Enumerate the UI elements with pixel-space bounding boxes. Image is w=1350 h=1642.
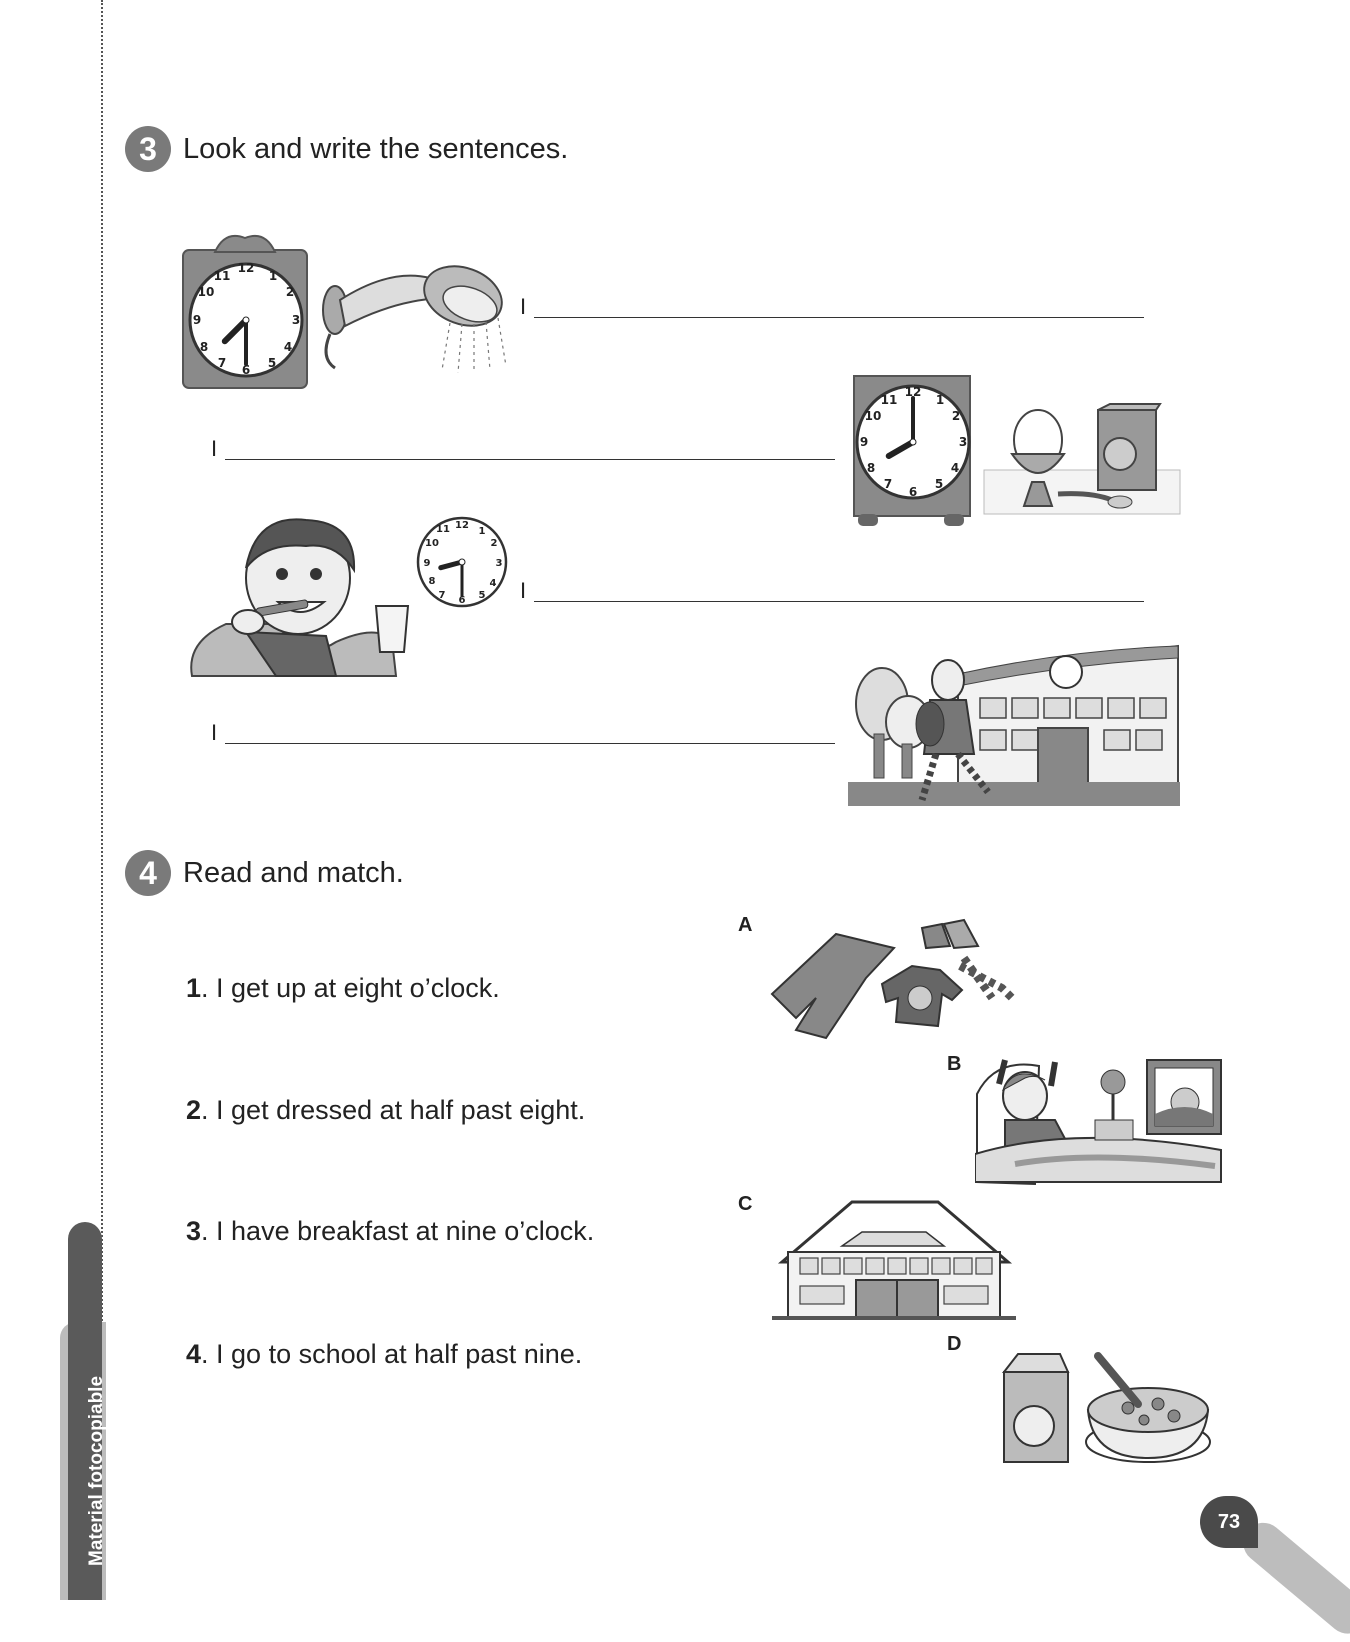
answer-prefix: I bbox=[520, 294, 527, 319]
clock-and-shower-picture bbox=[180, 228, 520, 393]
exercise-title: Read and match. bbox=[183, 856, 404, 889]
answer-prefix: I bbox=[211, 720, 218, 745]
svg-text:1: 1 bbox=[478, 526, 486, 537]
svg-text:8: 8 bbox=[428, 576, 436, 587]
svg-text:12: 12 bbox=[455, 520, 469, 531]
svg-text:10: 10 bbox=[197, 285, 215, 299]
boy-in-bed-picture[interactable] bbox=[975, 1054, 1227, 1186]
answer-line-4[interactable] bbox=[211, 722, 835, 744]
picture-letter-b: B bbox=[947, 1053, 962, 1075]
svg-text:2: 2 bbox=[285, 285, 295, 299]
svg-text:5: 5 bbox=[478, 590, 486, 601]
svg-text:4: 4 bbox=[283, 340, 293, 354]
svg-text:3: 3 bbox=[958, 435, 968, 449]
svg-text:2: 2 bbox=[490, 538, 498, 549]
svg-text:5: 5 bbox=[934, 477, 944, 491]
svg-text:6: 6 bbox=[241, 363, 251, 377]
page-number: 73 bbox=[1200, 1496, 1258, 1548]
answer-line-1[interactable] bbox=[520, 296, 1144, 318]
picture-letter-a: A bbox=[738, 914, 753, 936]
svg-text:5: 5 bbox=[267, 356, 277, 370]
girl-going-to-school-picture bbox=[848, 644, 1180, 812]
svg-text:1: 1 bbox=[268, 269, 278, 283]
exercise-4-header bbox=[125, 850, 404, 896]
svg-text:3: 3 bbox=[291, 313, 301, 327]
svg-text:11: 11 bbox=[436, 524, 450, 535]
svg-text:10: 10 bbox=[425, 538, 439, 549]
clock-center bbox=[459, 559, 465, 565]
clock-center bbox=[910, 439, 916, 445]
svg-text:6: 6 bbox=[458, 595, 466, 606]
svg-text:12: 12 bbox=[237, 261, 255, 275]
svg-text:8: 8 bbox=[199, 340, 209, 354]
svg-text:1: 1 bbox=[935, 393, 945, 407]
svg-text:8: 8 bbox=[866, 461, 876, 475]
cereal-and-juice-picture[interactable] bbox=[998, 1346, 1214, 1466]
clock-center bbox=[243, 317, 249, 323]
clock-and-breakfast-picture bbox=[852, 374, 1182, 532]
svg-text:6: 6 bbox=[908, 485, 918, 499]
exercise-title: Look and write the sentences. bbox=[183, 132, 569, 165]
svg-text:2: 2 bbox=[951, 409, 961, 423]
answer-line-2[interactable] bbox=[211, 438, 835, 460]
svg-text:10: 10 bbox=[864, 409, 882, 423]
exercise-number-badge: 4 bbox=[125, 850, 171, 896]
answer-prefix: I bbox=[520, 578, 527, 603]
match-sentence-1[interactable]: 1. I get up at eight o’clock. bbox=[186, 973, 500, 1003]
exercise-3-header bbox=[125, 126, 568, 172]
svg-text:9: 9 bbox=[859, 435, 869, 449]
match-sentence-2[interactable]: 2. I get dressed at half past eight. bbox=[186, 1095, 586, 1125]
picture-letter-d: D bbox=[947, 1333, 962, 1355]
match-sentence-4[interactable]: 4. I go to school at half past nine. bbox=[186, 1339, 583, 1369]
picture-letter-c: C bbox=[738, 1193, 753, 1215]
school-building-picture[interactable] bbox=[772, 1198, 1016, 1322]
svg-text:11: 11 bbox=[880, 393, 898, 407]
svg-text:4: 4 bbox=[489, 578, 497, 589]
svg-text:9: 9 bbox=[192, 313, 202, 327]
side-tab bbox=[60, 1222, 107, 1600]
answer-prefix: I bbox=[211, 436, 218, 461]
svg-text:7: 7 bbox=[438, 590, 446, 601]
clothes-picture[interactable] bbox=[766, 918, 1022, 1044]
svg-text:11: 11 bbox=[213, 269, 231, 283]
match-sentence-3[interactable]: 3. I have breakfast at nine o’clock. bbox=[186, 1216, 595, 1246]
svg-text:4: 4 bbox=[950, 461, 960, 475]
svg-text:12: 12 bbox=[904, 385, 922, 399]
answer-line-3[interactable] bbox=[520, 580, 1144, 602]
exercise-number-badge: 3 bbox=[125, 126, 171, 172]
side-tab-label: Material fotocopiable bbox=[86, 1375, 107, 1566]
svg-text:3: 3 bbox=[495, 558, 503, 569]
svg-text:9: 9 bbox=[423, 558, 431, 569]
boy-brushing-teeth-picture bbox=[186, 512, 510, 680]
svg-text:7: 7 bbox=[883, 477, 893, 491]
svg-text:7: 7 bbox=[217, 356, 227, 370]
